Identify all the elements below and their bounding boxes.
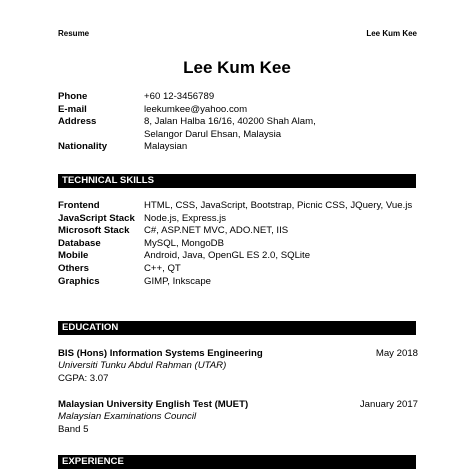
- skill-value: MySQL, MongoDB: [144, 237, 224, 249]
- education-detail: CGPA: 3.07: [58, 372, 109, 384]
- education-date: January 2017: [359, 399, 418, 410]
- skill-label: Others: [58, 262, 89, 274]
- contact-value: Malaysian: [144, 141, 188, 153]
- address-line-2: Selangor Darul Ehsan, Malaysia: [144, 128, 282, 140]
- contact-row-nationality: [58, 141, 418, 154]
- contact-row-email: [58, 104, 418, 117]
- education-entry: [58, 399, 418, 436]
- section-header-experience: EXPERIENCE: [58, 455, 416, 469]
- contact-label: Address: [58, 116, 97, 128]
- skill-row: [58, 213, 418, 226]
- education-detail: Band 5: [58, 423, 89, 435]
- skill-label: Graphics: [58, 275, 100, 287]
- education-institution: Malaysian Examinations Council: [58, 411, 197, 423]
- skill-label: Database: [58, 237, 101, 249]
- education-entry: [58, 348, 418, 385]
- contact-value: leekumkee@yahoo.com: [144, 103, 248, 115]
- page-title: Lee Kum Kee: [183, 58, 291, 77]
- skill-label: Microsoft Stack: [58, 225, 130, 237]
- skill-row: [58, 250, 418, 263]
- skill-row: [58, 225, 418, 238]
- contact-value: [144, 116, 418, 141]
- skill-row: [58, 200, 418, 213]
- education-title: BIS (Hons) Information Systems Engineering: [58, 348, 263, 359]
- education-date: May 2018: [375, 348, 418, 359]
- section-header-technical-skills: TECHNICAL SKILLS: [58, 174, 416, 188]
- skill-value: HTML, CSS, JavaScript, Bootstrap, Picnic CSS, JQuery, Vue.js: [144, 200, 413, 211]
- contact-value: +60 12-3456789: [144, 91, 215, 102]
- contact-row-address: [58, 116, 418, 141]
- header-right: Lee Kum Kee: [366, 29, 417, 38]
- skill-row: [58, 263, 418, 276]
- skill-label: Mobile: [58, 250, 89, 262]
- skill-label: JavaScript Stack: [58, 212, 135, 224]
- contact-label: E-mail: [58, 103, 87, 115]
- skill-value: Node.js, Express.js: [144, 212, 227, 224]
- skill-value: Android, Java, OpenGL ES 2.0, SQLite: [144, 250, 311, 262]
- skill-row: [58, 276, 418, 289]
- skill-row: [58, 238, 418, 251]
- education-title: Malaysian University English Test (MUET): [58, 399, 249, 410]
- contact-label: Nationality: [58, 141, 108, 153]
- contact-block: [58, 91, 418, 154]
- skill-value: C#, ASP.NET MVC, ADO.NET, IIS: [144, 225, 289, 237]
- contact-row-phone: [58, 91, 418, 104]
- education-institution: Universiti Tunku Abdul Rahman (UTAR): [58, 360, 227, 372]
- address-line-1: 8, Jalan Halba 16/16, 40200 Shah Alam,: [144, 116, 316, 128]
- skills-block: [58, 200, 418, 288]
- skill-value: GIMP, Inkscape: [144, 275, 212, 287]
- skill-label: Frontend: [58, 200, 100, 211]
- skill-value: C++, QT: [144, 262, 181, 274]
- header-left: Resume: [58, 29, 90, 38]
- section-header-education: EDUCATION: [58, 321, 416, 335]
- contact-label: Phone: [58, 91, 88, 102]
